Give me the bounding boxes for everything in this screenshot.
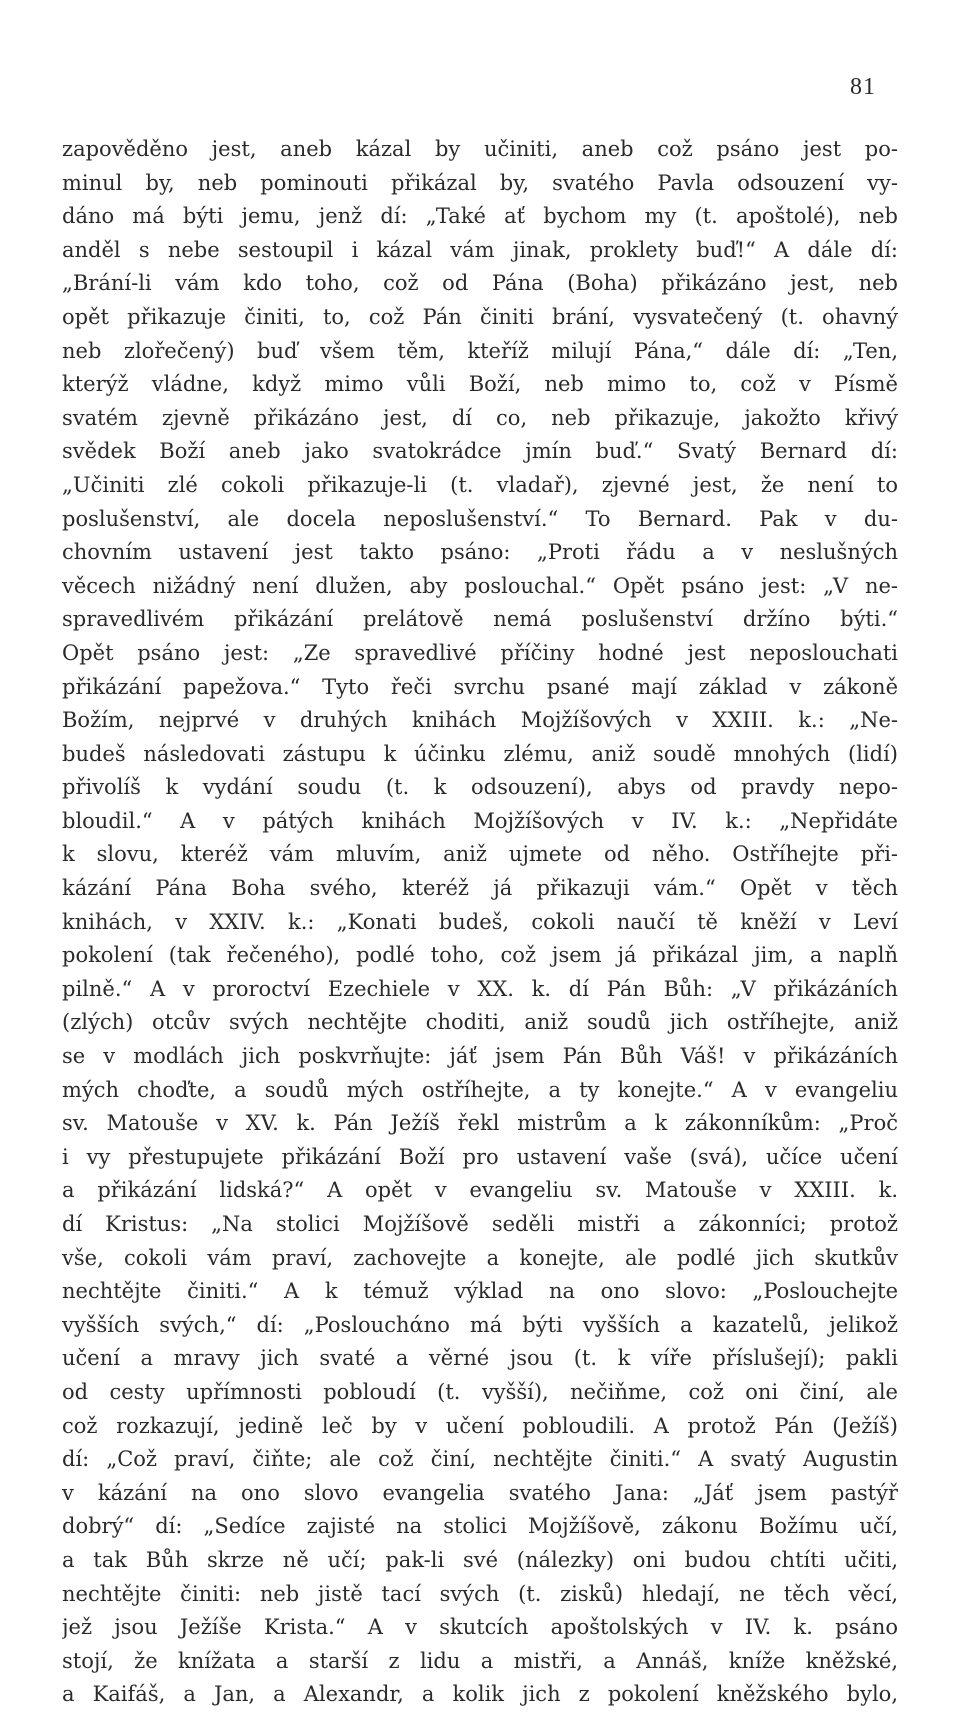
- text-line: knihách, v XXIV. k.: „Konati budeš, cokoli naučí tě kněží v Leví: [62, 909, 898, 934]
- body-text: [62, 133, 898, 1712]
- text-line: spravedlivém přikázání prelátově nemá poslušenství držíno býti.“: [62, 607, 898, 632]
- text-line: anděl s nebe sestoupil i kázal vám jinak, proklety buď!“ A dále dí:: [62, 237, 898, 262]
- text-line: „Učiniti zlé cokoli přikazuje-li (t. vladař), zjevné jest, že není to: [62, 472, 898, 497]
- text-line: svědek Boží aneb jako svatokrádce jmín buď.“ Svatý Bernard dí:: [62, 439, 898, 464]
- text-line: mých choďte, a soudů mých ostříhejte, a ty konejte.“ A v evangeliu: [62, 1077, 898, 1102]
- text-line: budeš následovati zástupu k účinku zlému, aniž soudě mnohých (lidí): [62, 741, 898, 766]
- text-line: opět přikazuje činiti, to, což Pán činiti brání, vysvatečený (t. ohavný: [62, 304, 898, 329]
- text-line: vyšších svých,“ dí: „Poslouchάno má býti vyšších a kazatelů, jelikož: [62, 1312, 898, 1337]
- text-line: dáno má býti jemu, jenž dí: „Také ať bychom my (t. apoštolé), neb: [62, 204, 898, 229]
- text-line: učení a mravy jich svaté a věrné jsou (t. k víře příslušejí); pakli: [62, 1346, 898, 1371]
- text-line: kterýž vládne, když mimo vůli Boží, neb mimo to, což v Písmě: [62, 372, 898, 397]
- text-line: od cesty upřímnosti pobloudí (t. vyšší), nečiňme, což oni činí, ale: [62, 1379, 898, 1404]
- text-line: zapověděno jest, aneb kázal by učiniti, aneb což psáno jest po-: [62, 137, 898, 161]
- text-line: nechtějte činiti.“ A k témuž výklad na ono slovo: „Poslouchejte: [62, 1279, 898, 1304]
- text-line: a Kaifáš, a Jan, a Alexandr, a kolik jich z pokolení kněžského bylo,: [62, 1682, 898, 1707]
- text-line: dí: „Což praví, čiňte; ale což činí, nechtějte činiti.“ A svatý Augustin: [62, 1447, 898, 1472]
- text-line: v kázání na ono slovo evangelia svatého Jana: „Jáť jsem pastýř: [62, 1480, 898, 1505]
- text-line: k slovu, kteréž vám mluvím, aniž ujmete od něho. Ostříhejte při-: [62, 842, 898, 867]
- text-line: svatém zjevně přikázáno jest, dí co, neb přikazuje, jakožto křivý: [62, 405, 898, 430]
- text-line: přikázání papežova.“ Tyto řeči svrchu psané mají základ v zákoně: [62, 674, 898, 699]
- text-line: což rozkazují, jedině leč by v učení pobloudili. A protož Pán (Ježíš): [62, 1413, 898, 1438]
- text-line: přivolíš k vydání soudu (t. k odsouzení), abys od pravdy nepo-: [62, 775, 898, 800]
- text-line: i vy přestupujete přikázání Boží pro ustavení vaše (svá), učíce učení: [62, 1144, 898, 1169]
- text-line: poslušenství, ale docela neposlušenství.“ To Bernard. Pak v du-: [62, 506, 898, 531]
- text-line: jež jsou Ježíše Krista.“ A v skutcích apoštolských v IV. k. psáno: [62, 1615, 898, 1640]
- text-line: kázání Pána Boha svého, kteréž já přikazuji vám.“ Opět v těch: [62, 876, 898, 901]
- text-line: „Brání-li vám kdo toho, což od Pána (Boha) přikázáno jest, neb: [62, 271, 898, 296]
- text-line: minul by, neb pominouti přikázal by, svatého Pavla odsouzení vy-: [62, 170, 898, 195]
- text-line: sv. Matouše v XV. k. Pán Ježíš řekl mistrům a k zákonníkům: „Proč: [62, 1111, 898, 1136]
- text-line: dobrý“ dí: „Sedíce zajisté na stolici Mojžíšově, zákonu Božímu učí,: [62, 1514, 898, 1539]
- text-line: Opět psáno jest: „Ze spravedlivé příčiny hodné jest neposlouchati: [62, 640, 898, 665]
- text-line: pokolení (tak řečeného), podlé toho, což jsem já přikázal jim, a naplň: [62, 943, 898, 968]
- text-line: Božím, nejprvé v druhých knihách Mojžíšových v XXIII. k.: „Ne-: [62, 708, 898, 733]
- text-line: neb zlořečený) buď všem těm, kteříž milují Pána,“ dále dí: „Ten,: [62, 338, 898, 363]
- text-line: bloudil.“ A v pátých knihách Mojžíšových v IV. k.: „Nepřidáte: [62, 808, 898, 833]
- text-line: pilně.“ A v proroctví Ezechiele v XX. k. dí Pán Bůh: „V přikázáních: [62, 976, 898, 1001]
- text-line: nechtějte činiti: neb jistě tací svých (t. zisků) hledají, ne těch věcí,: [62, 1581, 898, 1606]
- text-line: chovním ustavení jest takto psáno: „Proti řádu a v neslušných: [62, 540, 898, 565]
- text-line: věcech nižádný není dlužen, aby poslouchal.“ Opět psáno jest: „V ne-: [62, 573, 898, 598]
- text-line: (zlých) otcův svých nechtějte choditi, aniž soudů jich ostříhejte, aniž: [62, 1010, 898, 1035]
- text-line: a tak Bůh skrze ně učí; pak-li své (nálezky) oni budou chtíti učiti,: [62, 1547, 898, 1572]
- text-line: a přikázání lidská?“ A opět v evangeliu sv. Matouše v XXIII. k.: [62, 1178, 898, 1203]
- text-line: vše, cokoli vám praví, zachovejte a konejte, ale podlé jich skutkův: [62, 1245, 898, 1270]
- text-line: dí Kristus: „Na stolici Mojžíšově seděli mistři a zákonníci; protož: [62, 1212, 898, 1236]
- page-number: 81: [850, 74, 876, 100]
- text-line: se v modlách jich poskvrňujte: jáť jsem Pán Bůh Váš! v přikázáních: [62, 1044, 898, 1069]
- text-line: stojí, že knížata a starší z lidu a mistři, a Annáš, kníže kněžské,: [62, 1648, 898, 1673]
